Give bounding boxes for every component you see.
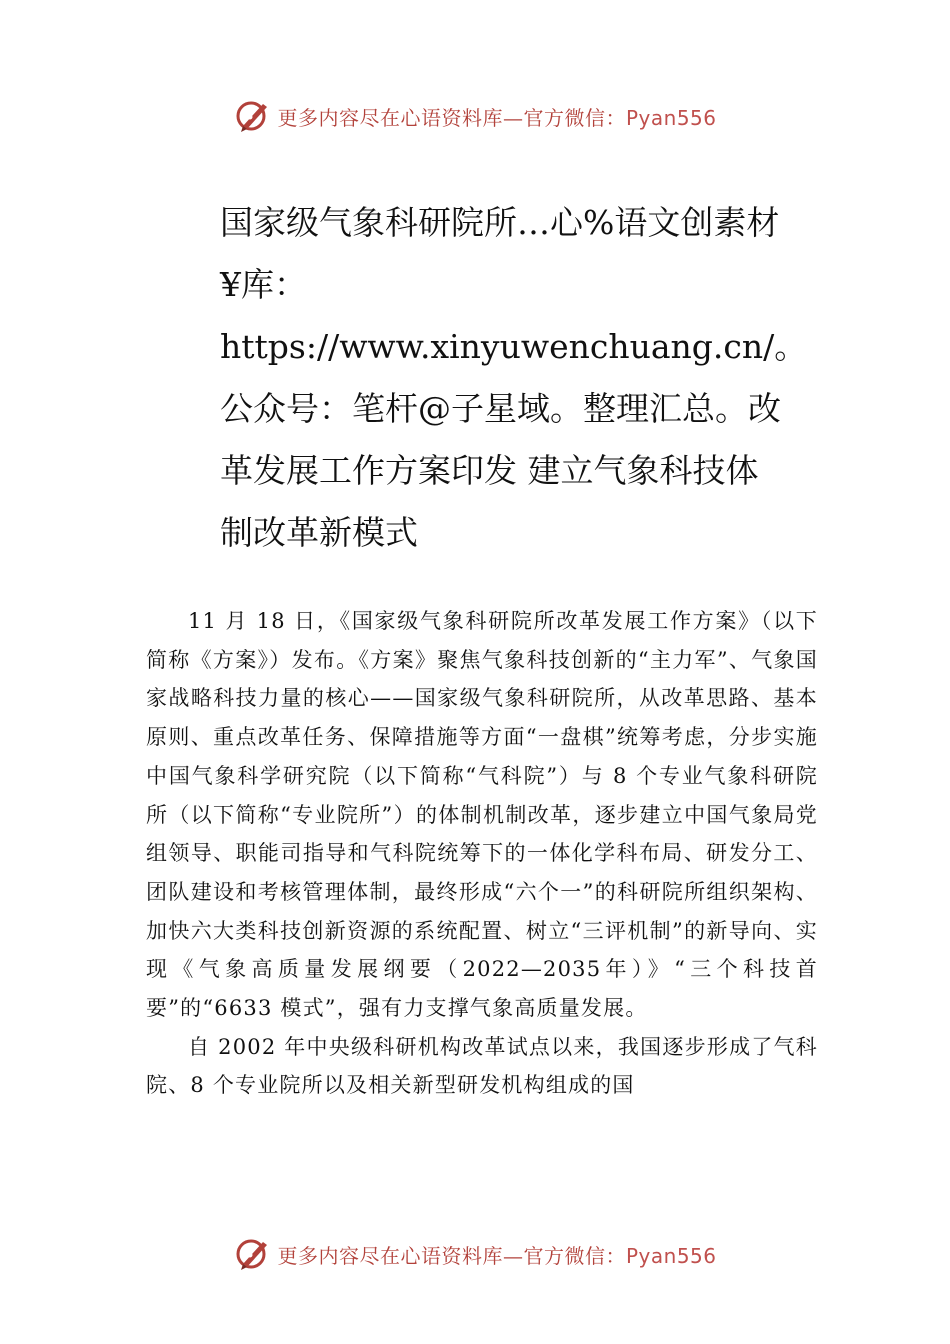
pen-logo-icon xyxy=(233,1234,273,1274)
header-wechat-id: Pyan556 xyxy=(625,105,717,130)
footer-banner-text: 更多内容尽在心语资料库—官方微信：Pyan556 xyxy=(277,1243,717,1268)
paragraph-1: 11 月 18 日，《国家级气象科研院所改革发展工作方案》（以下简称《方案》）发布。《方案》聚焦气象科技创新的“主力军”、气象国家战略科技力量的核心——国家级气象科研院所，从改革思路、基本原则、重点改革任务、保障措施等方面“一盘棋”统筹考虑，分步实施中国气象科学研究院（以下简称“气科院”）与 8 个专业气象科研院所（以下简称“专业院所”）的体制机制改革，逐步建立中国气象局党组领导、职能司指导和气科院统筹下的一体化学科布局、研发分工、团队建设和考核管理体制，最终形成“六个一”的科研院所组织架构、加快六大类科技创新资源的系统配置、树立“三评机制”的新导向、实现《气象高质量发展纲要（2022—2035年）》“三个科技首要”的“6633 模式”，强有力支撑气象高质量发展。 xyxy=(146,609,818,1021)
article-body xyxy=(146,602,818,1105)
footer-wechat-id: Pyan556 xyxy=(625,1243,717,1268)
footer-banner xyxy=(0,1232,950,1276)
paragraph-2: 自 2002 年中央级科研机构改革试点以来，我国逐步形成了气科院、8 个专业院所以及相关新型研发机构组成的国 xyxy=(146,1034,818,1098)
header-banner-text: 更多内容尽在心语资料库—官方微信：Pyan556 xyxy=(277,105,717,130)
header-banner xyxy=(0,94,950,138)
article-title: 国家级气象科研院所…心%语文创素材¥库：https://www.xinyuwenchuang.cn/。公众号：笔杆@子星域。整理汇总。改革发展工作方案印发 建立气象科技体制改革新模式 xyxy=(220,203,808,552)
pen-logo-icon xyxy=(233,96,273,136)
